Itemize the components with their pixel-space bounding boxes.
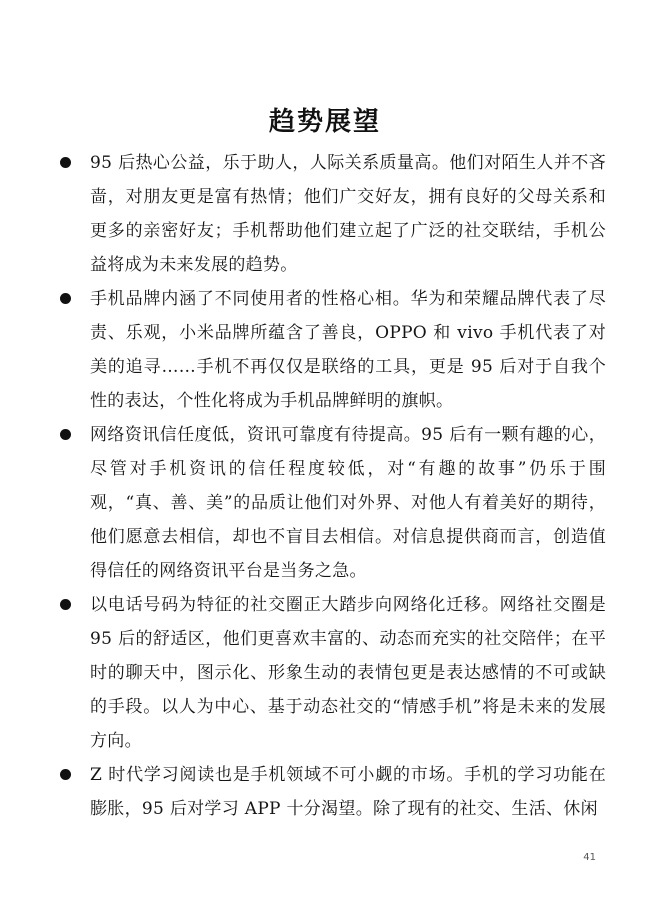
page-number: 41	[583, 852, 596, 863]
bullet-item-4	[54, 588, 606, 758]
bullet-item-5	[54, 758, 606, 826]
bullet-dot-icon	[60, 157, 71, 168]
bullet-text: 95 后热心公益，乐于助人，人际关系质量高。他们对陌生人并不吝啬，对朋友更是富有热情；他们广交好友，拥有良好的父母关系和更多的亲密好友；手机帮助他们建立起了广泛的社交联结，手机公益将成为未来发展的趋势。	[90, 153, 606, 275]
bullet-text: 手机品牌内涵了不同使用者的性格心相。华为和荣耀品牌代表了尽责、乐观，小米品牌所蕴含了善良，OPPO 和 vivo 手机代表了对美的追寻……手机不再仅仅是联络的工具，更是 95 后对于自我个性的表达，个性化将成为手机品牌鲜明的旗帜。	[90, 289, 606, 411]
bullet-item-2	[54, 282, 606, 418]
bullet-dot-icon	[60, 769, 71, 780]
bullet-text: 网络资讯信任度低，资讯可靠度有待提高。95 后有一颗有趣的心，尽管对手机资讯的信任程度较低，对“有趣的故事”仍乐于围观，“真、善、美”的品质让他们对外界、对他人有着美好的期待，他们愿意去相信，却也不盲目去相信。对信息提供商而言，创造值得信任的网络资讯平台是当务之急。	[90, 425, 606, 581]
page-title: 趋势展望	[268, 107, 381, 138]
bullet-dot-icon	[60, 293, 71, 304]
bullet-text: Z 时代学习阅读也是手机领域不可小觑的市场。手机的学习功能在膨胀，95 后对学习 APP 十分渴望。除了现有的社交、生活、休闲	[90, 765, 606, 819]
bullet-item-1	[54, 146, 606, 282]
bullet-item-3	[54, 418, 606, 588]
bullet-text: 以电话号码为特征的社交圈正大踏步向网络化迁移。网络社交圈是 95 后的舒适区，他们更喜欢丰富的、动态而充实的社交陪伴；在平时的聊天中，图示化、形象生动的表情包更是表达感情的不可或缺的手段。以人为中心、基于动态社交的“情感手机”将是未来的发展方向。	[90, 595, 606, 751]
bullet-dot-icon	[60, 599, 71, 610]
trend-bullet-list	[54, 146, 606, 826]
bullet-dot-icon	[60, 429, 71, 440]
